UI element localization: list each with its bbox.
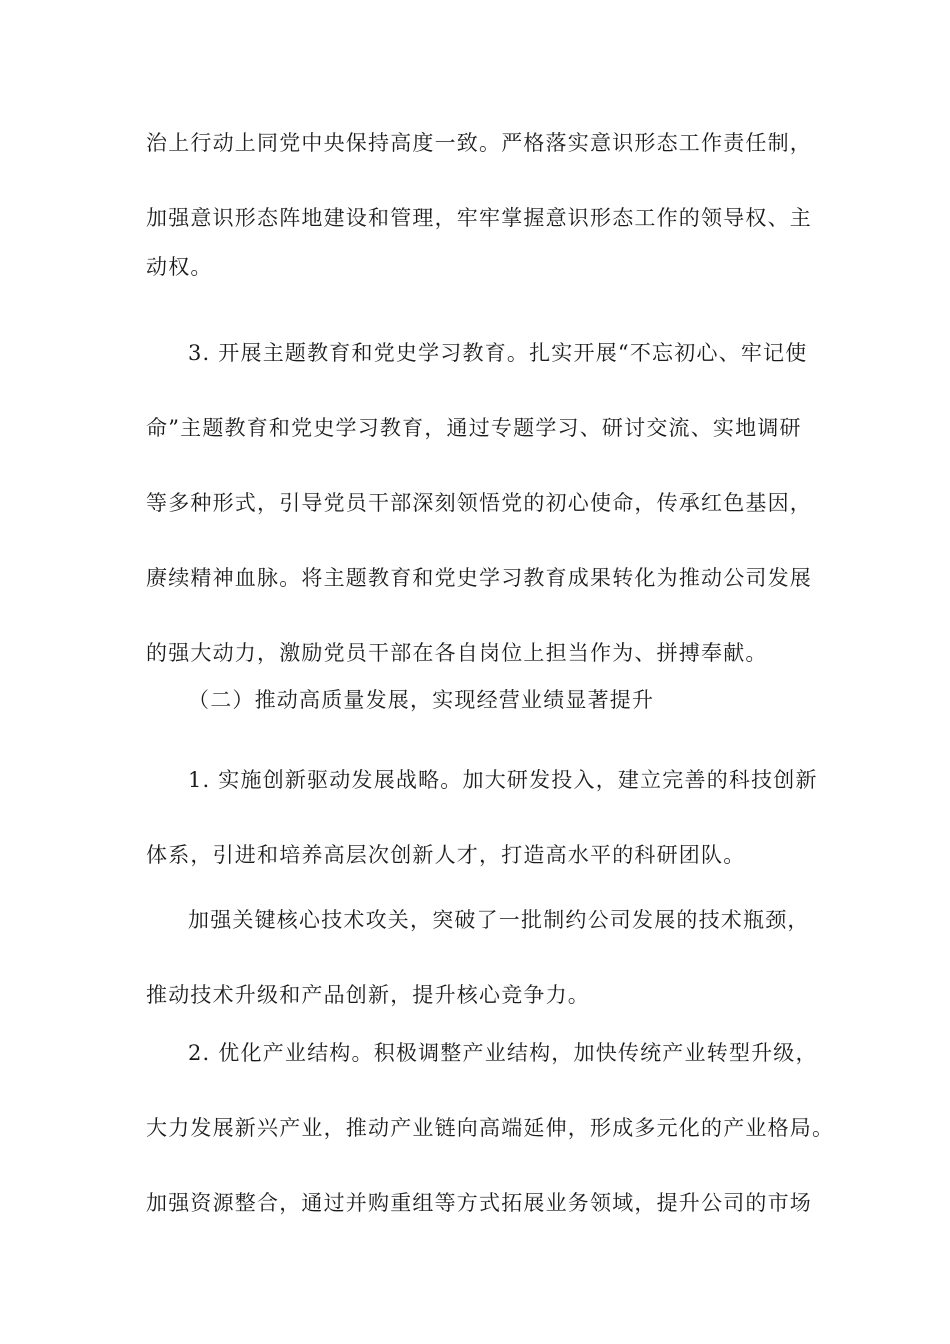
text-line-16: 加强资源整合，通过并购重组等方式拓展业务领域，提升公司的市场 [146, 1191, 812, 1215]
text-line-14: 2. 优化产业结构。积极调整产业结构，加快传统产业转型升级， [188, 1041, 818, 1065]
text-line-2: 加强意识形态阵地建设和管理，牢牢掌握意识形态工作的领导权、主 [146, 206, 812, 230]
text-line-12: 加强关键核心技术攻关，突破了一批制约公司发展的技术瓶颈， [188, 908, 810, 932]
section-heading: （二）推动高质量发展，实现经营业绩显著提升 [188, 688, 655, 712]
text-line-4: 3. 开展主题教育和党史学习教育。扎实开展“不忘初心、牢记使 [188, 341, 808, 365]
text-line-15: 大力发展新兴产业，推动产业链向高端延伸，形成多元化的产业格局。 [146, 1116, 835, 1140]
text-line-1: 治上行动上同党中央保持高度一致。严格落实意识形态工作责任制， [146, 131, 812, 155]
text-line-6: 等多种形式，引导党员干部深刻领悟党的初心使命，传承红色基因， [146, 491, 812, 515]
text-line-3: 动权。 [146, 255, 213, 279]
text-line-10: 1. 实施创新驱动发展战略。加大研发投入，建立完善的科技创新 [188, 768, 818, 792]
text-line-13: 推动技术升级和产品创新，提升核心竞争力。 [146, 983, 590, 1007]
text-line-5: 命”主题教育和党史学习教育，通过专题学习、研讨交流、实地调研 [146, 416, 802, 440]
text-line-8: 的强大动力，激励党员干部在各自岗位上担当作为、拼搏奉献。 [146, 641, 768, 665]
text-line-11: 体系，引进和培养高层次创新人才，打造高水平的科研团队。 [146, 843, 746, 867]
text-line-7: 赓续精神血脉。将主题教育和党史学习教育成果转化为推动公司发展 [146, 566, 812, 590]
